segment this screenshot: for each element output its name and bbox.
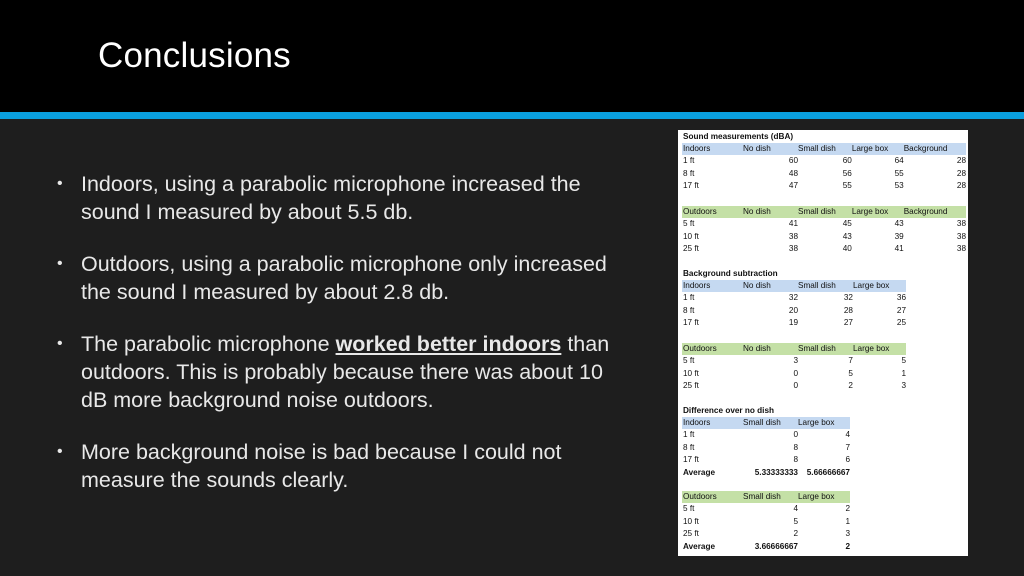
table-row: [682, 429, 850, 441]
table-cell: 25: [896, 318, 906, 328]
table-cell: Large box: [852, 206, 904, 218]
table-row: [682, 503, 850, 515]
table-cell: No dish: [743, 143, 798, 155]
table-cell: 27: [843, 318, 853, 328]
table-cell: 28: [956, 168, 966, 178]
table-cell: 1 ft: [683, 156, 695, 166]
section-title: Background subtraction: [683, 269, 778, 278]
table-cell: Background: [904, 143, 966, 155]
table-row: [682, 292, 906, 304]
table-cell: 17 ft: [683, 181, 699, 191]
table-cell: Outdoors: [682, 206, 743, 218]
table-cell: Average: [683, 467, 716, 477]
table-cell: 48: [788, 168, 798, 178]
table-cell: 0: [793, 430, 798, 440]
slide-title: Conclusions: [98, 36, 291, 75]
table-average-row: [682, 541, 850, 553]
measurement-spreadsheet: [678, 130, 968, 556]
table-cell: 8 ft: [683, 168, 695, 178]
table-cell: 0: [793, 381, 798, 391]
bullet-item: [55, 438, 635, 494]
table-cell: Small dish: [798, 206, 852, 218]
table-cell: 10 ft: [683, 368, 699, 378]
table-cell: 2: [848, 381, 853, 391]
bullet-list: [55, 170, 635, 518]
table-row: [682, 243, 966, 255]
table-cell: 40: [842, 244, 852, 254]
table-cell: 5.66666667: [806, 467, 850, 477]
table-cell: Large box: [798, 417, 850, 429]
table-cell: Outdoors: [682, 491, 743, 503]
bullet-text: Indoors, using a parabolic microphone increased the sound I measured by about 5.5 db.: [81, 172, 581, 224]
table-row: [682, 231, 966, 243]
table-cell: 55: [842, 181, 852, 191]
table-row: [682, 380, 906, 392]
table-cell: 5.33333333: [754, 467, 798, 477]
table-cell: Small dish: [798, 343, 853, 355]
table-cell: Large box: [798, 491, 850, 503]
table-cell: 25 ft: [683, 381, 699, 391]
table-cell: 45: [842, 219, 852, 229]
table-cell: 43: [842, 231, 852, 241]
table-row: [682, 317, 906, 329]
table-row: [682, 155, 966, 167]
table-cell: 10 ft: [683, 516, 699, 526]
bullet-dot-icon: •: [57, 255, 63, 272]
table-cell: 53: [894, 181, 904, 191]
table-row: [682, 368, 906, 380]
table-cell: 5 ft: [683, 504, 695, 514]
table-cell: 1: [901, 368, 906, 378]
table-average-row: [682, 467, 850, 479]
title-bar: [0, 0, 1024, 112]
bullet-item: [55, 330, 635, 414]
table-cell: 4: [793, 504, 798, 514]
table-cell: 60: [842, 156, 852, 166]
table-cell: 5 ft: [683, 219, 695, 229]
table-cell: 38: [788, 231, 798, 241]
table-cell: Large box: [853, 280, 906, 292]
table-cell: 55: [894, 168, 904, 178]
table-cell: 41: [894, 244, 904, 254]
table-cell: 5 ft: [683, 356, 695, 366]
table-cell: 8: [793, 455, 798, 465]
table-row: [682, 516, 850, 528]
table-cell: 5: [901, 356, 906, 366]
table-cell: 3: [793, 356, 798, 366]
bullet-dot-icon: •: [57, 443, 63, 460]
bg-indoors-table: [682, 280, 906, 330]
table-cell: 7: [845, 442, 850, 452]
indoors-table: [682, 143, 966, 193]
table-cell: 6: [845, 455, 850, 465]
table-cell: 27: [896, 305, 906, 315]
table-header-row: [682, 206, 966, 218]
bullet-text: than outdoors. This is probably because there was about 10 dB more background noise outdoors.: [81, 332, 610, 412]
table-header-row: [682, 343, 906, 355]
table-cell: 28: [956, 156, 966, 166]
table-cell: 19: [788, 318, 798, 328]
table-cell: 3: [901, 381, 906, 391]
table-cell: 1 ft: [683, 293, 695, 303]
table-cell: 47: [788, 181, 798, 191]
table-cell: 38: [788, 244, 798, 254]
table-cell: Average: [683, 541, 716, 551]
bullet-item: [55, 170, 635, 226]
table-row: [682, 180, 966, 192]
table-row: [682, 305, 906, 317]
table-cell: 32: [843, 293, 853, 303]
table-cell: 39: [894, 231, 904, 241]
table-cell: Small dish: [743, 417, 798, 429]
table-cell: Outdoors: [682, 343, 743, 355]
table-cell: Indoors: [682, 417, 743, 429]
table-cell: No dish: [743, 280, 798, 292]
table-cell: 8 ft: [683, 305, 695, 315]
bullet-dot-icon: •: [57, 335, 63, 352]
table-header-row: [682, 417, 850, 429]
section-title: Sound measurements (dBA): [683, 132, 794, 141]
table-cell: 41: [788, 219, 798, 229]
table-cell: 10 ft: [683, 231, 699, 241]
table-cell: 3.66666667: [754, 541, 798, 551]
table-header-row: [682, 491, 850, 503]
table-cell: 38: [956, 244, 966, 254]
table-cell: 8: [793, 442, 798, 452]
diff-outdoors-table: [682, 491, 850, 553]
table-header-row: [682, 143, 966, 155]
table-cell: 60: [788, 156, 798, 166]
table-cell: 38: [956, 231, 966, 241]
table-cell: Large box: [853, 343, 906, 355]
table-cell: 25 ft: [683, 244, 699, 254]
table-row: [682, 168, 966, 180]
table-cell: 2: [793, 529, 798, 539]
table-cell: 20: [788, 305, 798, 315]
table-cell: Small dish: [743, 491, 798, 503]
bullet-text: The parabolic microphone: [81, 332, 336, 356]
table-cell: 28: [843, 305, 853, 315]
table-cell: 17 ft: [683, 455, 699, 465]
bullet-emphasis: worked better indoors: [335, 332, 562, 356]
bullet-item: [55, 250, 635, 306]
table-row: [682, 454, 850, 466]
table-cell: 5: [848, 368, 853, 378]
table-cell: No dish: [743, 343, 798, 355]
table-cell: Small dish: [798, 143, 852, 155]
table-cell: 0: [793, 368, 798, 378]
table-cell: 4: [845, 430, 850, 440]
table-cell: 25 ft: [683, 529, 699, 539]
table-cell: 1 ft: [683, 430, 695, 440]
table-cell: 56: [842, 168, 852, 178]
table-cell: 28: [956, 181, 966, 191]
diff-indoors-table: [682, 417, 850, 479]
table-cell: Background: [904, 206, 966, 218]
table-row: [682, 442, 850, 454]
table-cell: 1: [845, 516, 850, 526]
table-cell: 2: [845, 504, 850, 514]
accent-divider: [0, 112, 1024, 119]
table-cell: Small dish: [798, 280, 853, 292]
table-row: [682, 528, 850, 540]
table-cell: 38: [956, 219, 966, 229]
table-cell: 3: [845, 529, 850, 539]
table-cell: 2: [845, 541, 850, 551]
table-cell: Indoors: [682, 143, 743, 155]
bullet-text: Outdoors, using a parabolic microphone only increased the sound I measured by about 2.8 db.: [81, 252, 607, 304]
section-title: Difference over no dish: [683, 406, 774, 415]
table-cell: 17 ft: [683, 318, 699, 328]
table-cell: 8 ft: [683, 442, 695, 452]
table-cell: 43: [894, 219, 904, 229]
table-cell: 7: [848, 356, 853, 366]
outdoors-table: [682, 206, 966, 256]
table-cell: 64: [894, 156, 904, 166]
table-row: [682, 355, 906, 367]
table-header-row: [682, 280, 906, 292]
bullet-text: More background noise is bad because I could not measure the sounds clearly.: [81, 440, 562, 492]
table-cell: 32: [788, 293, 798, 303]
table-row: [682, 218, 966, 230]
table-cell: No dish: [743, 206, 798, 218]
table-cell: Indoors: [682, 280, 743, 292]
table-cell: 5: [793, 516, 798, 526]
bullet-dot-icon: •: [57, 175, 63, 192]
table-cell: Large box: [852, 143, 904, 155]
table-cell: 36: [896, 293, 906, 303]
bg-outdoors-table: [682, 343, 906, 393]
